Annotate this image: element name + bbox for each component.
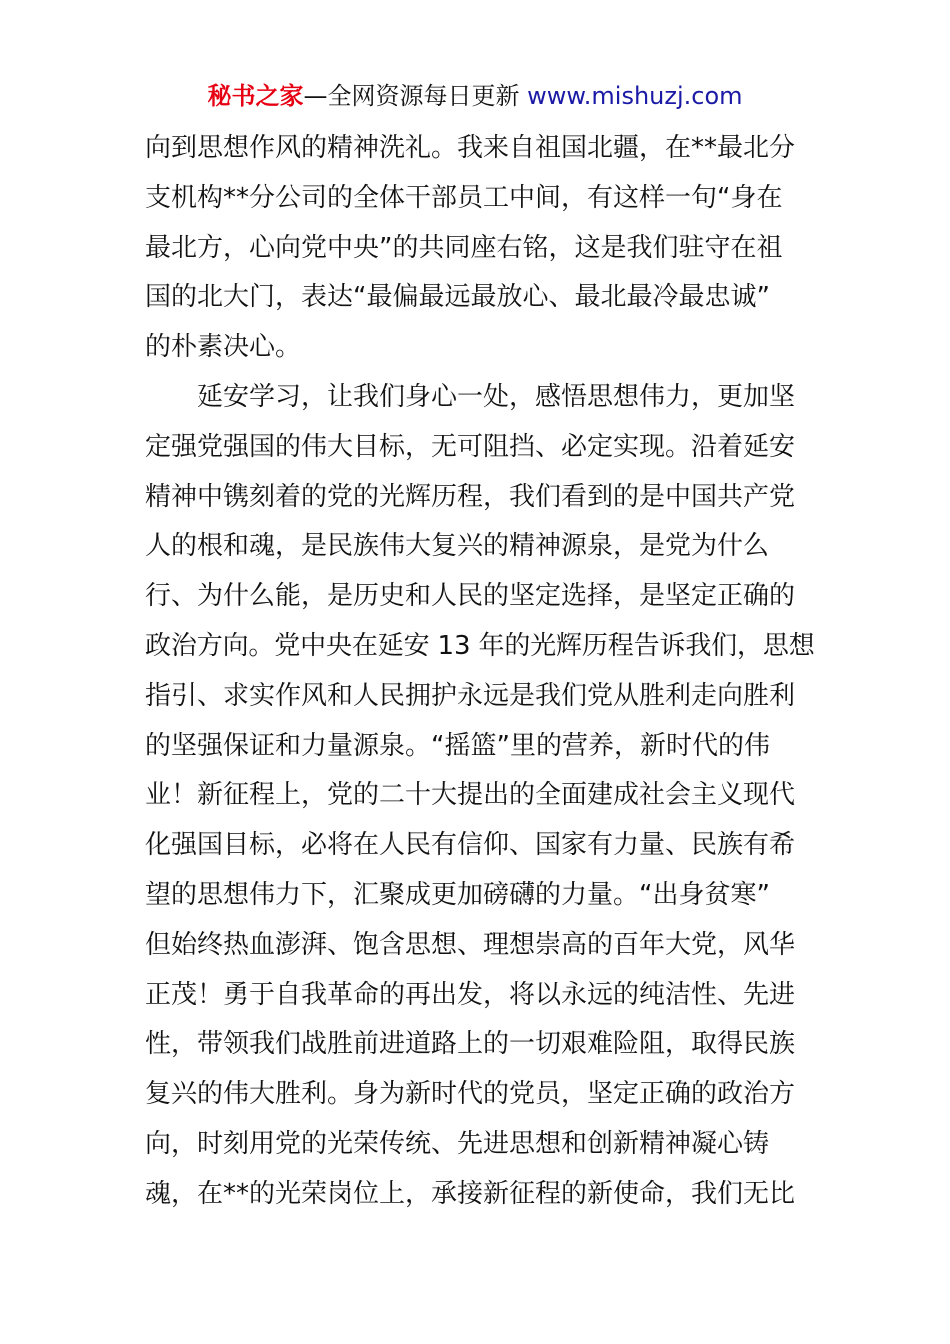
- text-line: 的朴素决心。: [145, 332, 302, 363]
- text-line: 复兴的伟大胜利。身为新时代的党员，坚定正确的政治方: [145, 1079, 796, 1110]
- text-line: 但始终热血澎湃、饱含思想、理想崇高的百年大党，风华: [145, 929, 796, 960]
- site-url-link[interactable]: www.mishuzj.com: [527, 82, 743, 110]
- text-line: 政治方向。党中央在延安 13 年的光辉历程告诉我们，思想: [145, 630, 815, 661]
- text-line: 国的北大门，表达“最偏最远最放心、最北最冷最忠诚”: [145, 282, 770, 313]
- text-line: 支机构**分公司的全体干部员工中间，有这样一句“身在: [145, 182, 783, 213]
- text-line: 行、为什么能，是历史和人民的坚定选择，是坚定正确的: [145, 581, 796, 612]
- text-line: 定强党强国的伟大目标，无可阻挡、必定实现。沿着延安: [145, 431, 796, 462]
- text-line: 的坚强保证和力量源泉。“摇篮”里的营养，新时代的伟: [145, 730, 770, 761]
- site-tagline: —全网资源每日更新: [303, 82, 520, 110]
- document-body: [145, 124, 815, 1220]
- text-line: 精神中镌刻着的党的光辉历程，我们看到的是中国共产党: [145, 481, 796, 512]
- text-line: 化强国目标，必将在人民有信仰、国家有力量、民族有希: [145, 830, 796, 861]
- text-line: 最北方，心向党中央”的共同座右铭，这是我们驻守在祖: [145, 232, 783, 263]
- text-line: 指引、求实作风和人民拥护永远是我们党从胜利走向胜利: [145, 680, 796, 711]
- text-line: 望的思想伟力下，汇聚成更加磅礴的力量。“出身贫寒”: [145, 879, 770, 910]
- text-line: 人的根和魂，是民族伟大复兴的精神源泉，是党为什么: [145, 531, 770, 562]
- paragraph-first-line: 延安学习，让我们身心一处，感悟思想伟力，更加坚: [197, 381, 796, 412]
- text-line: 性，带领我们战胜前进道路上的一切艰难险阻，取得民族: [145, 1029, 796, 1060]
- text-line: 业！新征程上，党的二十大提出的全面建成社会主义现代: [145, 780, 796, 811]
- site-brand: 秘书之家: [207, 82, 304, 110]
- text-line: 魂，在**的光荣岗位上，承接新征程的新使命，我们无比: [145, 1178, 796, 1209]
- text-line: 向，时刻用党的光荣传统、先进思想和创新精神凝心铸: [145, 1128, 770, 1159]
- text-line: 正茂！勇于自我革命的再出发，将以永远的纯洁性、先进: [145, 979, 796, 1010]
- text-line: 向到思想作风的精神洗礼。我来自祖国北疆，在**最北分: [145, 133, 796, 163]
- site-header: [0, 80, 950, 112]
